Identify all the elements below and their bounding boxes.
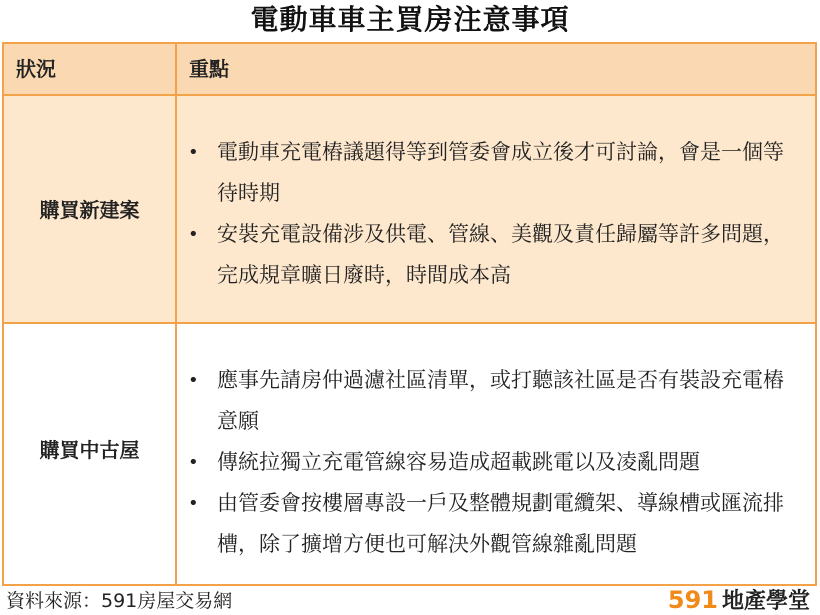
point-text: 傳統拉獨立充電管線容易造成超載跳電以及凌亂問題 <box>217 450 700 474</box>
brand-logo <box>668 587 810 615</box>
page-title: 電動車車主買房注意事項 <box>250 3 570 36</box>
bullet-icon: • <box>188 452 199 473</box>
row-label-cell <box>4 96 177 322</box>
bullet-icon: • <box>188 142 199 163</box>
list-item <box>177 442 815 483</box>
table-row <box>4 96 815 324</box>
list-item <box>177 132 815 214</box>
brand-number: 591 <box>667 586 718 614</box>
points-list <box>177 132 815 296</box>
notice-table <box>2 42 817 586</box>
table-header-row <box>4 44 815 96</box>
source-note: 資料來源：591房屋交易網 <box>6 590 233 612</box>
list-item <box>177 483 815 565</box>
brand-text: 地產學堂 <box>721 589 810 614</box>
row-points-cell <box>177 324 815 584</box>
points-list <box>177 360 815 565</box>
bullet-icon: • <box>188 493 199 514</box>
row-label: 購買新建案 <box>39 198 140 222</box>
row-label: 購買中古屋 <box>39 438 140 462</box>
point-text: 由管委會按樓層專設一戶及整體規劃電纜架、導線槽或匯流排槽，除了擴增方便也可解決外觀管線雜亂問題 <box>217 491 784 556</box>
point-text: 電動車充電樁議題得等到管委會成立後才可討論，會是一個等待時期 <box>217 140 784 205</box>
table-row <box>4 324 815 584</box>
list-item <box>177 214 815 296</box>
row-label-cell <box>4 324 177 584</box>
row-points-cell <box>177 96 815 322</box>
bullet-icon: • <box>188 370 199 391</box>
point-text: 應事先請房仲過濾社區清單，或打聽該社區是否有裝設充電樁意願 <box>217 368 784 433</box>
list-item <box>177 360 815 442</box>
header-key-points: 重點 <box>189 57 229 81</box>
header-status: 狀況 <box>4 44 177 94</box>
bullet-icon: • <box>188 224 199 245</box>
point-text: 安裝充電設備涉及供電、管線、美觀及責任歸屬等許多問題，完成規章曠日廢時，時間成本高 <box>217 222 784 287</box>
